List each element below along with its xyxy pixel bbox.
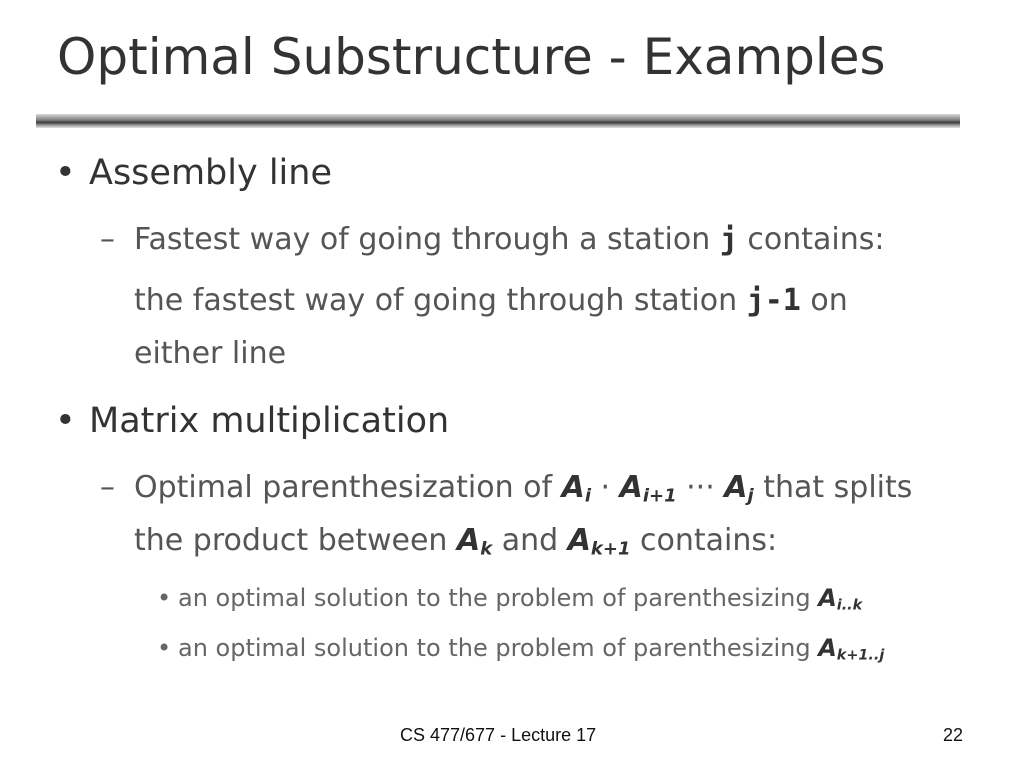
matrix-sub-line-2: the product between $A_k$ and $A_{k+1}$ contains: <box>134 523 778 560</box>
bullet-marker: • <box>55 153 76 193</box>
subsub-item-1: an optimal solution to the problem of parenthesizing $A_{i..k}$ <box>178 584 863 614</box>
var-j-1: j-1 <box>746 283 801 318</box>
assembly-sub-line-3: either line <box>134 336 287 371</box>
subsub-marker: • <box>157 584 172 612</box>
bullet-marker: • <box>55 401 76 441</box>
page-number: 22 <box>943 725 964 745</box>
title-underline <box>36 114 960 128</box>
var-j: j <box>719 222 738 257</box>
bullet-assembly-line: Assembly line <box>89 153 332 193</box>
assembly-sub-line-2: the fastest way of going through station j-1 on <box>134 283 848 318</box>
footer-lecture-label: CS 477/677 - Lecture 17 <box>400 725 597 745</box>
slide-title: Optimal Substructure - Examples <box>57 28 886 86</box>
assembly-sub-line-1: Fastest way of going through a station j contains: <box>134 222 885 257</box>
dash-marker: – <box>100 222 115 257</box>
dash-marker: – <box>100 470 115 505</box>
matrix-sub-line-1: Optimal parenthesization of $A_i \cdot A_{i+1}$ ··· $A_j$ that splits <box>134 470 913 507</box>
subsub-item-2: an optimal solution to the problem of parenthesizing $A_{k+1..j}$ <box>178 634 885 664</box>
subsub-marker: • <box>157 634 172 662</box>
bullet-matrix-multiplication: Matrix multiplication <box>89 401 450 441</box>
